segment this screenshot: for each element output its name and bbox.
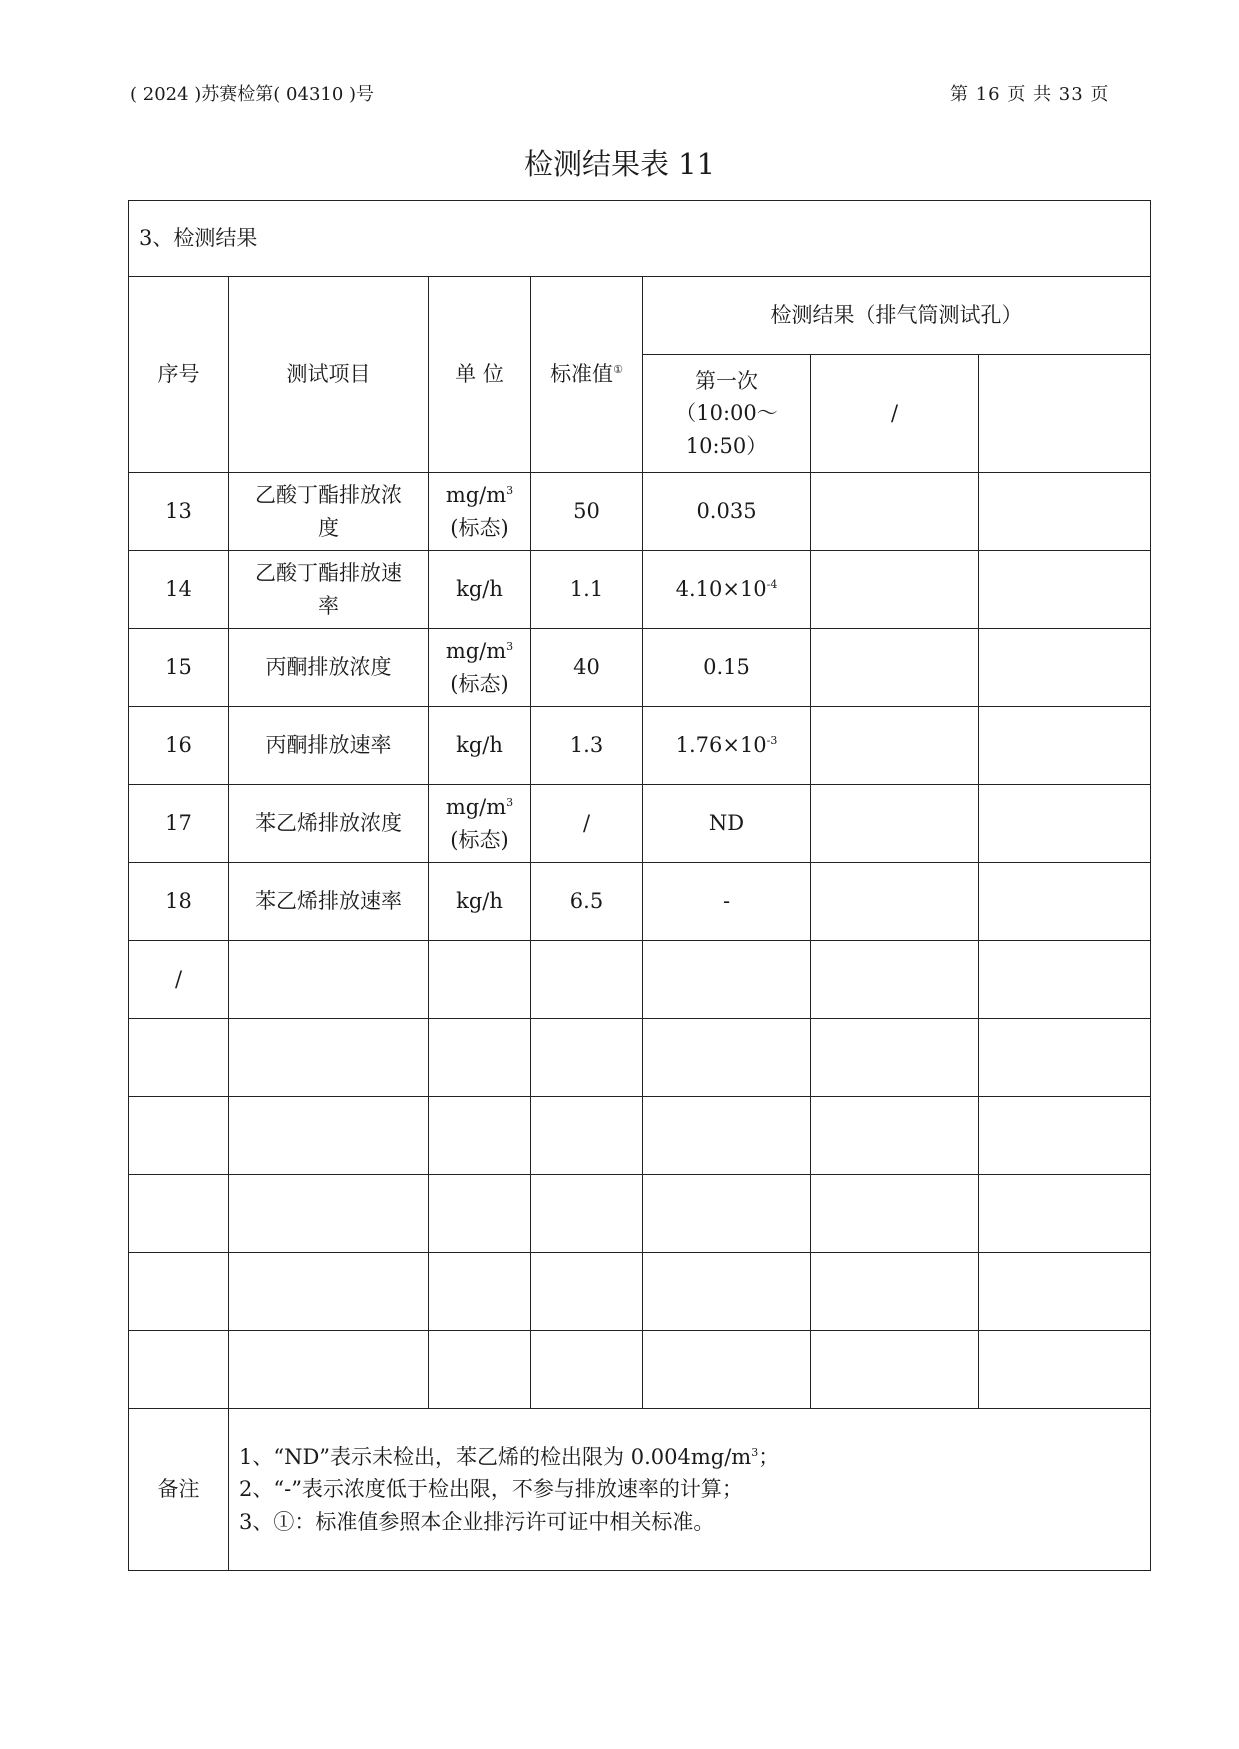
row-result-second [811, 1019, 979, 1097]
table-row [129, 1331, 1151, 1409]
row-result-second [811, 1331, 979, 1409]
row-item [229, 1175, 429, 1253]
row-result-value: 1.76×10 [675, 733, 767, 758]
row-result-third [979, 551, 1151, 629]
row-result-first [643, 1097, 811, 1175]
row-unit-state: (标态) [450, 671, 509, 696]
row-result-third [979, 863, 1151, 941]
row-standard: 40 [531, 629, 643, 707]
row-unit-base: mg/m [445, 482, 507, 507]
row-unit [429, 785, 531, 863]
row-result-exponent: -3 [766, 734, 778, 748]
row-unit-base: kg/h [456, 733, 503, 758]
row-result-second [811, 1253, 979, 1331]
row-result-third [979, 629, 1151, 707]
row-result-first [643, 1253, 811, 1331]
remark-line-tail: ； [758, 1444, 780, 1469]
row-unit-line [433, 635, 526, 668]
row-seq [129, 1175, 229, 1253]
row-result-second [811, 1097, 979, 1175]
remark-line [239, 1441, 1146, 1474]
row-standard [531, 1019, 643, 1097]
table-row [129, 1175, 1151, 1253]
row-item [229, 863, 429, 941]
row-unit [429, 473, 531, 551]
results-table [128, 200, 1151, 1571]
page-title: 检测结果表 11 [523, 147, 716, 181]
remarks-row [129, 1409, 1151, 1571]
row-result-third [979, 1331, 1151, 1409]
row-seq: 14 [129, 551, 229, 629]
row-standard [531, 1175, 643, 1253]
table-row [129, 1019, 1151, 1097]
table-row [129, 473, 1151, 551]
row-unit-state: (标态) [450, 827, 509, 852]
row-item-line: 乙酸丁酯排放速 [255, 560, 402, 585]
row-seq: 13 [129, 473, 229, 551]
row-item-line: 苯乙烯排放浓度 [255, 811, 402, 836]
col-header-standard [531, 277, 643, 473]
row-result-second [811, 707, 979, 785]
row-seq: 15 [129, 629, 229, 707]
report-number: ( 2024 )苏赛检第( 04310 )号 [130, 84, 375, 105]
row-unit [429, 629, 531, 707]
row-result-value: - [722, 889, 731, 914]
row-item-line: 度 [318, 515, 339, 540]
row-result-first [643, 473, 811, 551]
row-unit [429, 1175, 531, 1253]
row-result-first [643, 785, 811, 863]
row-unit [429, 1331, 531, 1409]
row-result-third [979, 1253, 1151, 1331]
row-unit [429, 1253, 531, 1331]
row-item [229, 551, 429, 629]
row-standard: 1.3 [531, 707, 643, 785]
row-item [229, 707, 429, 785]
row-unit-base: kg/h [456, 577, 503, 602]
row-result-first [643, 1175, 811, 1253]
table-row [129, 785, 1151, 863]
row-result-first [643, 941, 811, 1019]
row-result-second [811, 629, 979, 707]
row-result-third [979, 941, 1151, 1019]
row-standard [531, 1097, 643, 1175]
row-result-value: 0.15 [703, 655, 750, 680]
table-row [129, 551, 1151, 629]
row-result-value: ND [708, 811, 745, 836]
table-row [129, 1253, 1151, 1331]
row-standard: / [531, 785, 643, 863]
row-result-first [643, 863, 811, 941]
row-item [229, 473, 429, 551]
remark-line [239, 1473, 1146, 1506]
row-unit-base: mg/m [445, 794, 507, 819]
row-standard: 50 [531, 473, 643, 551]
row-standard [531, 1253, 643, 1331]
col-header-first [643, 355, 811, 473]
remarks-text [229, 1409, 1151, 1571]
row-unit-base: mg/m [445, 638, 507, 663]
row-result-first [643, 551, 811, 629]
table-row [129, 1097, 1151, 1175]
row-item [229, 785, 429, 863]
row-standard [531, 1331, 643, 1409]
row-item [229, 629, 429, 707]
row-unit-line [433, 729, 526, 762]
row-result-third [979, 473, 1151, 551]
remark-line-sup: 3 [751, 1445, 759, 1459]
row-item [229, 941, 429, 1019]
row-result-value: 0.035 [696, 499, 757, 524]
row-result-third [979, 785, 1151, 863]
row-result-value: 4.10×10 [675, 577, 767, 602]
first-time-start: （10:00～ [675, 401, 778, 426]
row-unit-line [433, 885, 526, 918]
standard-label: 标准值 [550, 362, 614, 387]
row-result-second [811, 941, 979, 1019]
section-heading: 3、检测结果 [129, 201, 1151, 277]
row-result-first [643, 1331, 811, 1409]
row-item-line: 率 [318, 593, 339, 618]
row-unit-exponent: 3 [506, 483, 514, 497]
row-unit-base: kg/h [456, 889, 503, 914]
row-unit [429, 551, 531, 629]
row-unit [429, 1019, 531, 1097]
row-standard: 6.5 [531, 863, 643, 941]
col-header-result-group: 检测结果（排气筒测试孔） [643, 277, 1151, 355]
row-result-first [643, 1019, 811, 1097]
remark-line-text: 2、“-”表示浓度低于检出限，不参与排放速率的计算； [239, 1477, 743, 1502]
row-result-exponent: -4 [766, 578, 778, 592]
row-unit-line [433, 573, 526, 606]
first-time-end: 10:50） [685, 433, 768, 458]
page-number: 第 16 页 共 33 页 [950, 84, 1110, 105]
col-header-item: 测试项目 [229, 277, 429, 473]
row-item-line: 丙酮排放速率 [265, 733, 392, 758]
table-row [129, 629, 1151, 707]
row-unit [429, 1097, 531, 1175]
remark-line [239, 1506, 1146, 1539]
first-label: 第一次 [695, 368, 758, 393]
row-seq: 17 [129, 785, 229, 863]
row-unit [429, 941, 531, 1019]
row-standard [531, 941, 643, 1019]
row-result-third [979, 1019, 1151, 1097]
row-result-first [643, 629, 811, 707]
row-result-third [979, 707, 1151, 785]
row-result-third [979, 1175, 1151, 1253]
row-unit-exponent: 3 [506, 639, 514, 653]
row-item [229, 1253, 429, 1331]
row-result-second [811, 785, 979, 863]
row-unit [429, 863, 531, 941]
row-unit [429, 707, 531, 785]
table-row [129, 941, 1151, 1019]
row-item [229, 1097, 429, 1175]
row-seq: 18 [129, 863, 229, 941]
row-item-line: 丙酮排放浓度 [265, 655, 392, 680]
row-seq: / [129, 941, 229, 1019]
row-result-second [811, 863, 979, 941]
row-result-second [811, 551, 979, 629]
row-item [229, 1019, 429, 1097]
row-unit-line [433, 479, 526, 512]
col-header-seq: 序号 [129, 277, 229, 473]
row-item-line: 乙酸丁酯排放浓 [255, 482, 402, 507]
row-seq [129, 1253, 229, 1331]
row-result-second [811, 1175, 979, 1253]
row-result-second [811, 473, 979, 551]
remark-line-text: 3、①：标准值参照本企业排污许可证中相关标准。 [239, 1509, 715, 1534]
remark-line-text: 1、“ND”表示未检出，苯乙烯的检出限为 0.004mg/m [239, 1444, 752, 1469]
col-header-third [979, 355, 1151, 473]
row-result-third [979, 1097, 1151, 1175]
col-header-unit: 单 位 [429, 277, 531, 473]
row-unit-state: (标态) [450, 515, 509, 540]
row-seq: 16 [129, 707, 229, 785]
remarks-label: 备注 [129, 1409, 229, 1571]
table-row [129, 863, 1151, 941]
row-result-first [643, 707, 811, 785]
col-header-second: / [811, 355, 979, 473]
row-item-line: 苯乙烯排放速率 [255, 889, 402, 914]
row-seq [129, 1097, 229, 1175]
row-standard: 1.1 [531, 551, 643, 629]
row-seq [129, 1331, 229, 1409]
row-item [229, 1331, 429, 1409]
row-unit-line [433, 791, 526, 824]
row-seq [129, 1019, 229, 1097]
table-row [129, 707, 1151, 785]
standard-footnote-mark: ① [613, 363, 623, 377]
row-unit-exponent: 3 [506, 795, 514, 809]
